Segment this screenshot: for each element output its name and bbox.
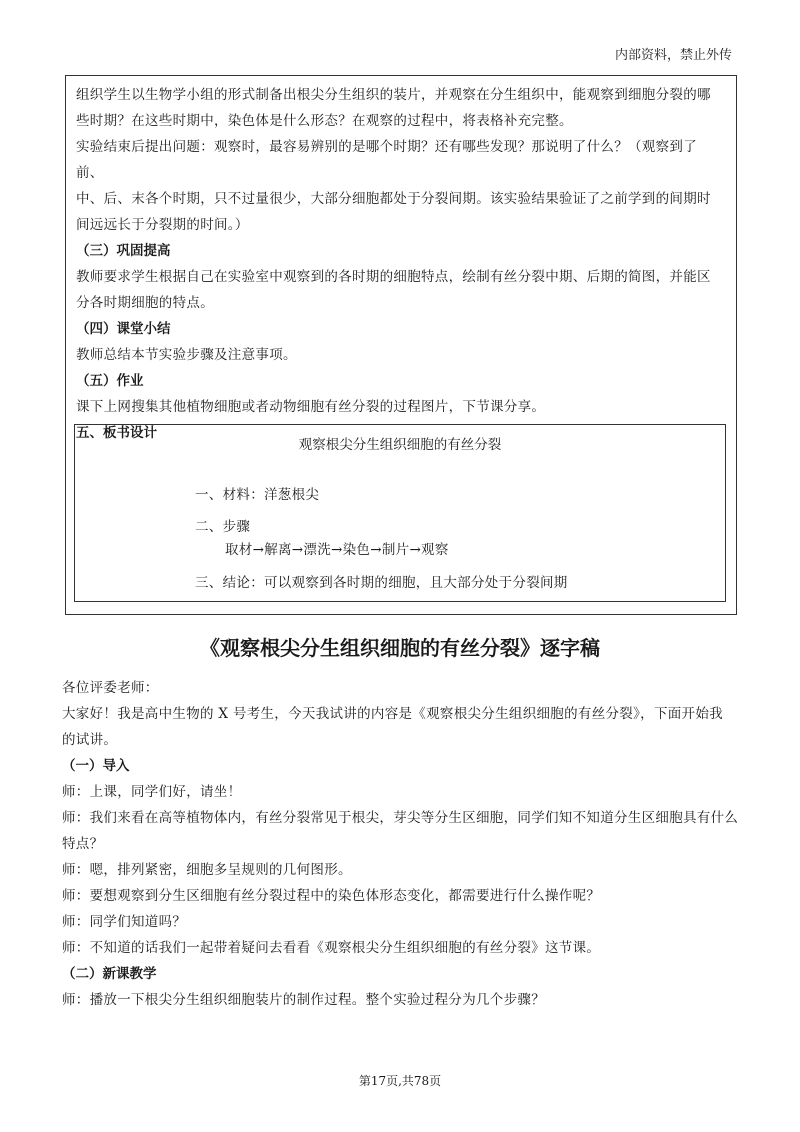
paragraph-line: 间远远长于分裂期的时间。） bbox=[76, 217, 249, 233]
board-steps-label: 二、步骤 bbox=[195, 519, 251, 535]
script-line: 师：嗯，排列紧密，细胞多呈规则的几何图形。 bbox=[62, 862, 352, 878]
paragraph-line: 分各时期细胞的特点。 bbox=[76, 295, 214, 311]
script-line: 各位评委老师： bbox=[62, 680, 159, 696]
section-heading: （五）作业 bbox=[76, 373, 144, 389]
board-steps: 取材→解离→漂洗→染色→制片→观察 bbox=[225, 542, 449, 558]
paragraph-line: 实验结束后提出问题：观察时，最容易辨别的是哪个时期？还有哪些发现？那说明了什么？（观察到了前、 bbox=[76, 139, 697, 181]
board-conclusion: 三、结论：可以观察到各时期的细胞，且大部分处于分裂间期 bbox=[195, 575, 568, 591]
section-heading: （一）导入 bbox=[62, 758, 130, 774]
script-line: 师：我们来看在高等植物体内，有丝分裂常见于根尖，芽尖等分生区细胞，同学们知不知道分生区细胞具有什么 bbox=[62, 810, 739, 826]
script-line: 特点？ bbox=[62, 836, 104, 852]
script-line: 的试讲。 bbox=[62, 732, 118, 748]
section-heading: （三）巩固提高 bbox=[76, 243, 171, 259]
section-heading: 五、板书设计 bbox=[76, 425, 157, 441]
confidential-note: 内部资料，禁止外传 bbox=[614, 48, 732, 63]
document-title: 《观察根尖分生组织细胞的有丝分裂》逐字稿 bbox=[200, 636, 600, 660]
board-material: 一、材料：洋葱根尖 bbox=[195, 487, 320, 503]
script-line: 大家好！我是高中生物的 X 号考生，今天我试讲的内容是《观察根尖分生组织细胞的有丝分裂》，下面开始我 bbox=[62, 706, 723, 722]
lesson-plan-content bbox=[76, 82, 721, 446]
script-line: 师：同学们知道吗？ bbox=[62, 914, 187, 930]
paragraph-line: 教师要求学生根据自己在实验室中观察到的各时期的细胞特点，绘制有丝分裂中期、后期的简图，并能区 bbox=[76, 269, 711, 285]
paragraph-line: 课下上网搜集其他植物细胞或者动物细胞有丝分裂的过程图片，下节课分享。 bbox=[76, 399, 546, 415]
script-line: 师：上课，同学们好，请坐！ bbox=[62, 784, 242, 800]
section-heading: （四）课堂小结 bbox=[76, 321, 171, 337]
paragraph-line: 教师总结本节实验步骤及注意事项。 bbox=[76, 347, 297, 363]
board-title: 观察根尖分生组织细胞的有丝分裂 bbox=[298, 437, 502, 453]
paragraph-line: 组织学生以生物学小组的形式制备出根尖分生组织的装片，并观察在分生组织中，能观察到细胞分裂的哪 bbox=[76, 87, 711, 103]
script-line: 师：要想观察到分生区细胞有丝分裂过程中的染色体形态变化，都需要进行什么操作呢？ bbox=[62, 888, 601, 904]
blackboard-design-box bbox=[74, 424, 726, 602]
page-number: 第17页,共78页 bbox=[358, 1074, 442, 1088]
section-heading: （二）新课教学 bbox=[62, 966, 157, 982]
paragraph-line: 中、后、末各个时期，只不过量很少，大部分细胞都处于分裂间期。该实验结果验证了之前学到的间期时 bbox=[76, 191, 711, 207]
script-line: 师：不知道的话我们一起带着疑问去看看《观察根尖分生组织细胞的有丝分裂》这节课。 bbox=[62, 940, 601, 956]
script-line: 师：播放一下根尖分生组织细胞装片的制作过程。整个实验过程分为几个步骤？ bbox=[62, 992, 545, 1008]
paragraph-line: 些时期？在这些时期中，染色体是什么形态？在观察的过程中，将表格补充完整。 bbox=[76, 113, 573, 129]
lesson-plan-frame bbox=[65, 75, 737, 615]
verbatim-script bbox=[62, 675, 742, 1013]
